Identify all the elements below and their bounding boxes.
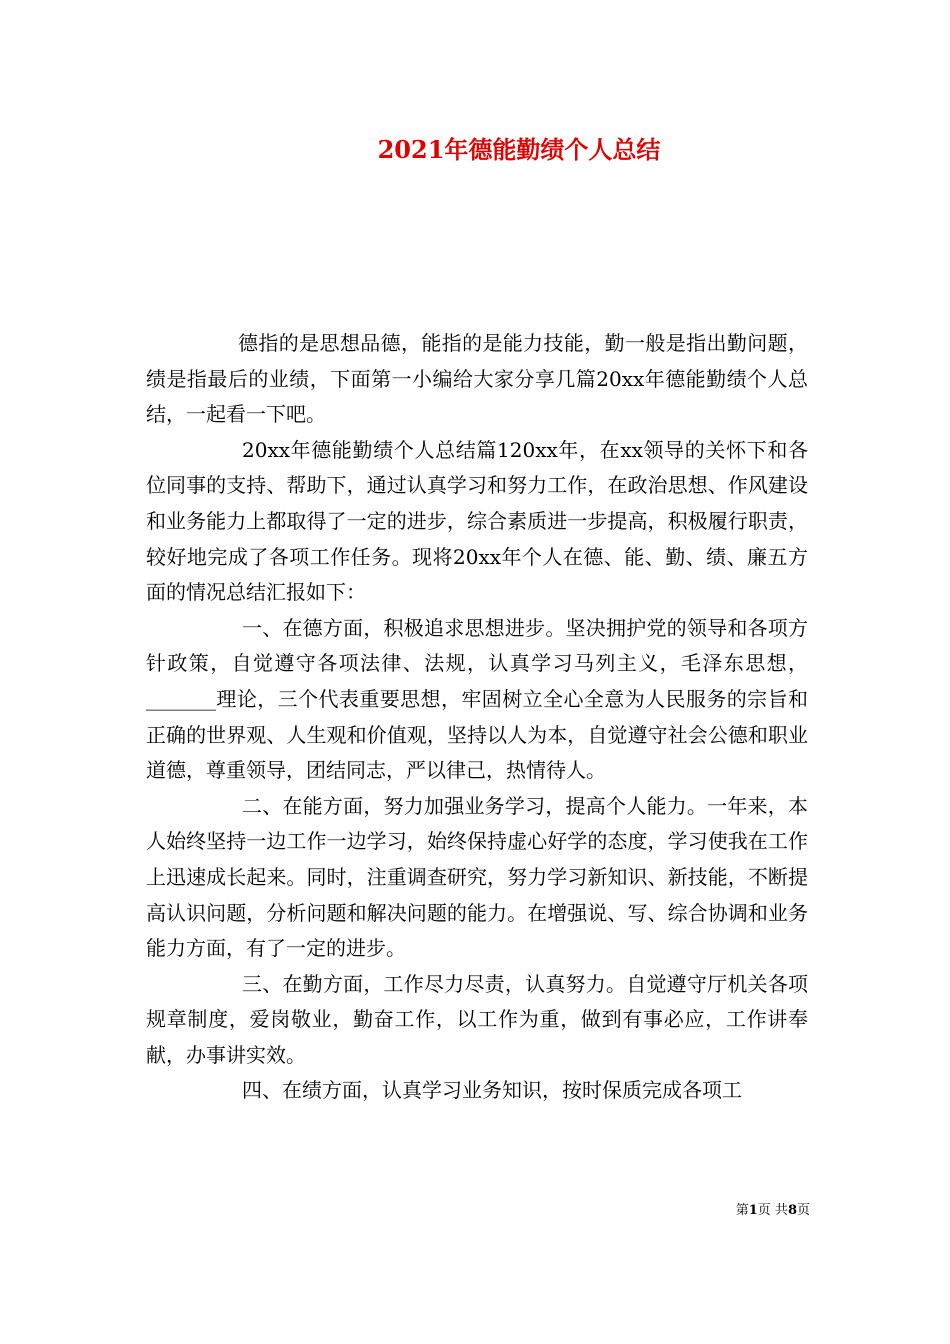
- paragraph-qin: 三、在勤方面，工作尽力尽责，认真努力。自觉遵守厅机关各项规章制度，爱岗敬业，勤奋工作，以工作为重，做到有事必应，工作讲奉献，办事讲实效。: [146, 971, 808, 1067]
- paragraph-neng: 二、在能方面，努力加强业务学习，提高个人能力。一年来，本人始终坚持一边工作一边学习，始终保持虚心好学的态度，学习使我在工作上迅速成长起来。同时，注重调查研究，努力学习新知识、新技能，不断提高认识问题，分析问题和解决问题的能力。在增强说、写、综合协调和业务能力方面，有了一定的进步。: [146, 793, 808, 961]
- footer-total-pages: 8: [787, 1203, 797, 1218]
- footer-suffix: 页: [796, 1203, 810, 1218]
- footer-current-page: 1: [748, 1203, 758, 1218]
- paragraph-ji: 四、在绩方面，认真学习业务知识，按时保质完成各项工: [242, 1078, 742, 1103]
- document-body: [146, 326, 808, 1109]
- paragraph-summary: 20xx年德能勤绩个人总结篇120xx年，在xx领导的关怀下和各位同事的支持、帮助下，通过认真学习和努力工作，在政治思想、作风建设和业务能力上都取得了一定的进步，综合素质进一步提高，积极履行职责，较好地完成了各项工作任务。现将20xx年个人在德、能、勤、绩、廉五方面的情况总结汇报如下：: [146, 437, 808, 605]
- footer-prefix: 第: [735, 1203, 749, 1218]
- page-footer: [700, 1202, 810, 1220]
- paragraph-intro: 德指的是思想品德，能指的是能力技能，勤一般是指出勤问题，绩是指最后的业绩，下面第一小编给大家分享几篇20xx年德能勤绩个人总结，一起看一下吧。: [146, 331, 808, 427]
- paragraph-de: 一、在德方面，积极追求思想进步。坚决拥护党的领导和各项方针政策，自觉遵守各项法律、法规，认真学习马列主义，毛泽东思想，_______理论，三个代表重要思想，牢固树立全心全意为人民服务的宗旨和正确的世界观、人生观和价值观，坚持以人为本，自觉遵守社会公德和职业道德，尊重领导，团结同志，严以律己，热情待人。: [146, 615, 808, 783]
- footer-middle: 页 共: [757, 1203, 788, 1218]
- document-title: 2021年德能勤绩个人总结: [377, 135, 661, 164]
